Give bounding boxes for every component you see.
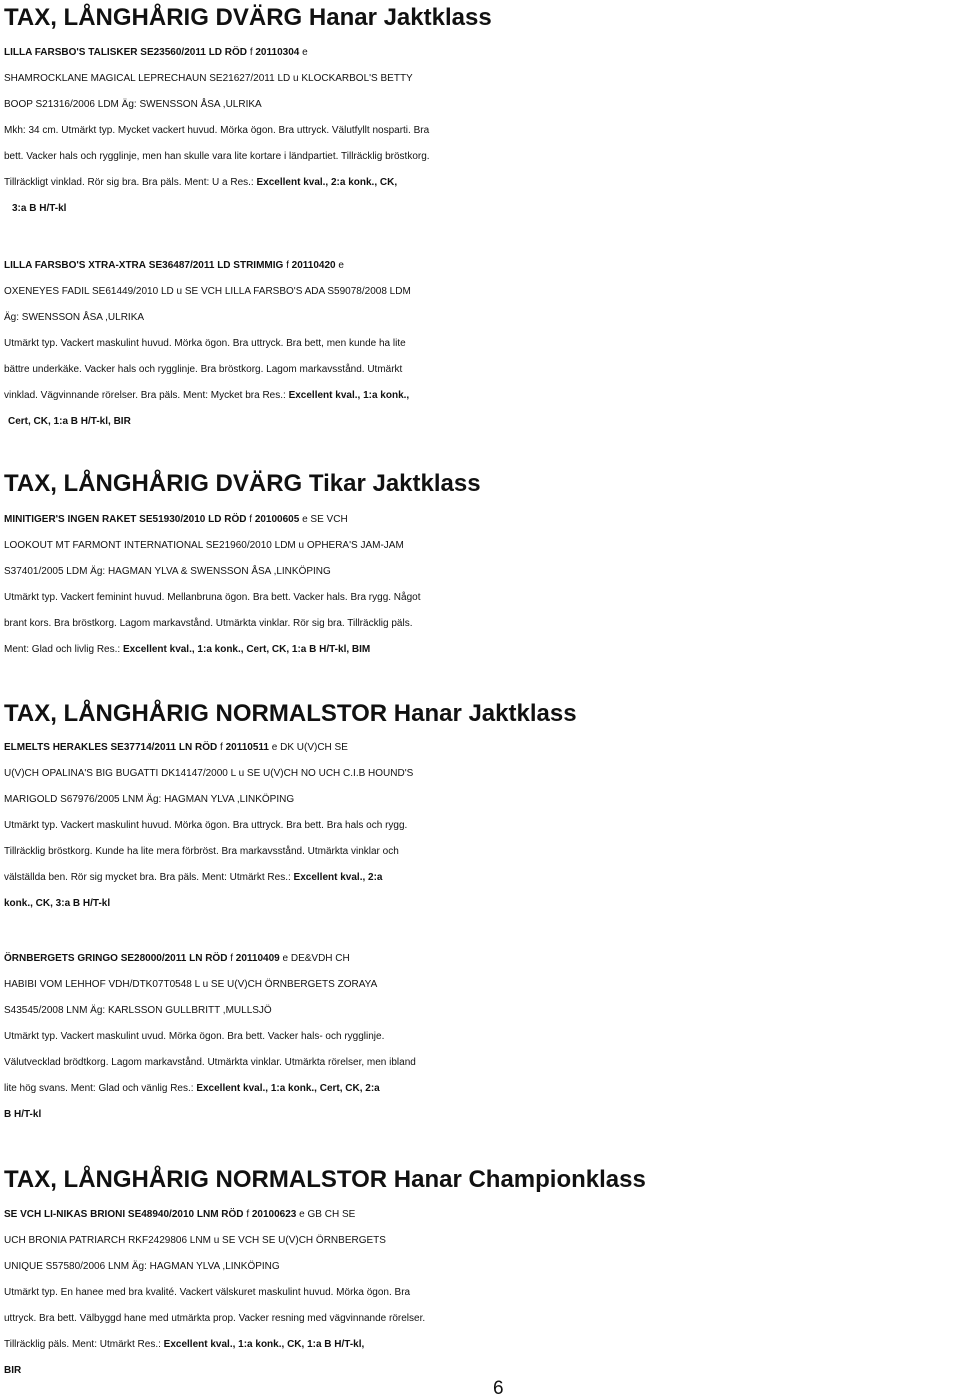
dog-name: ELMELTS HERAKLES [4, 742, 108, 753]
result-line [4, 637, 956, 663]
critique-line: Välutvecklad brödtkorg. Lagom markavstånd. Utmärkta vinklar. Utmärkta rörelser, men ibland [4, 1057, 416, 1068]
pedigree-line: HABIBI VOM LEHHOF VDH/DTK07T0548 L u SE U(V)CH ÖRNBERGETS ZORAYA [4, 979, 378, 990]
award-result: Excellent kval., 1:a konk., Cert, CK, 1:a B H/T-kl, BIM [122, 644, 371, 655]
pedigree-owner-line: UNIQUE S57580/2006 LNM Äg: HAGMAN YLVA ,LINKÖPING [4, 1261, 280, 1272]
pedigree-owner-line: BOOP S21316/2006 LDM Äg: SWENSSON ÅSA ,ULRIKA [4, 99, 262, 110]
award-result: Excellent kval., 1:a konk., CK, 1:a B H/T-kl, [163, 1339, 365, 1350]
award-extra: B H/T-kl [4, 1109, 42, 1120]
page-number: 6 [493, 1378, 504, 1399]
born-prefix: f [246, 1209, 250, 1220]
entry-lilla-farsbos-talisker [4, 40, 956, 222]
sire-prefix: e GB CH SE [299, 1209, 356, 1220]
critique-text: vinklad. Vägvinnande rörelser. Bra päls. Ment: Mycket bra Res.: [4, 390, 289, 401]
class-heading: TAX, LÅNGHÅRIG NORMALSTOR Hanar Championklass [4, 1166, 646, 1193]
born-prefix: f [249, 47, 253, 58]
result-line [4, 865, 956, 891]
dog-name: ÖRNBERGETS GRINGO [4, 953, 118, 964]
pedigree-owner-line: MARIGOLD S67976/2005 LNM Äg: HAGMAN YLVA ,LINKÖPING [4, 794, 295, 805]
award-extra: BIR [4, 1365, 22, 1376]
registration-number: SE36487/2011 [148, 260, 215, 271]
coat-color: LN RÖD [178, 742, 218, 753]
birth-date: 20110304 [255, 47, 300, 58]
born-prefix: f [286, 260, 289, 271]
class-heading: TAX, LÅNGHÅRIG NORMALSTOR Hanar Jaktklass [4, 700, 577, 727]
entry-ornbergets-gringo [4, 946, 956, 1128]
pedigree-owner-line: Äg: SWENSSON ÅSA ,ULRIKA [4, 312, 145, 323]
entry-li-nikas-brioni [4, 1202, 956, 1384]
coat-color: LD STRIMMIG [217, 260, 284, 271]
critique-line: brant kors. Bra bröstkorg. Lagom markavstånd. Utmärkta vinklar. Rör sig bra. Tillräcklig päls. [4, 618, 413, 629]
born-prefix: f [220, 742, 223, 753]
born-prefix: f [230, 953, 233, 964]
pedigree-line: OXENEYES FADIL SE61449/2010 LD u SE VCH LILLA FARSBO'S ADA S59078/2008 LDM [4, 286, 411, 297]
entry-header-line [4, 735, 956, 761]
award-extra: Cert, CK, 1:a B H/T-kl, BIR [8, 416, 131, 427]
birth-date: 20100623 [251, 1209, 297, 1220]
born-prefix: f [249, 514, 253, 525]
entry-header-line [4, 946, 956, 972]
sire-prefix: e SE VCH [302, 514, 348, 525]
registration-number: SE48940/2010 [127, 1209, 195, 1220]
coat-color: LN RÖD [189, 953, 228, 964]
critique-line: Tillräcklig bröstkorg. Kunde ha lite mera förbröst. Bra markavsstånd. Utmärkta vinklar och [4, 846, 399, 857]
birth-date: 20110409 [235, 953, 280, 964]
critique-line: Utmärkt typ. Vackert maskulint huvud. Mörka ögon. Bra uttryck. Bra bett, men kunde ha lite [4, 338, 406, 349]
critique-line: Utmärkt typ. En hanee med bra kvalité. Vackert välskuret maskulint huvud. Mörka ögon. Bra [4, 1287, 411, 1298]
coat-color: LD RÖD [208, 47, 248, 58]
pedigree-line: UCH BRONIA PATRIARCH RKF2429806 LNM u SE VCH SE U(V)CH ÖRNBERGETS [4, 1235, 386, 1246]
dog-name: LILLA FARSBO'S XTRA-XTRA [4, 260, 147, 271]
birth-date: 20110420 [291, 260, 336, 271]
award-result: Excellent kval., 1:a konk., Cert, CK, 2:a [196, 1083, 380, 1094]
class-heading: TAX, LÅNGHÅRIG DVÄRG Hanar Jaktklass [4, 4, 492, 31]
critique-line: bett. Vacker hals och rygglinje, men han skulle vara lite kortare i ländpartiet. Tillräcklig bröstkorg. [4, 151, 430, 162]
award-extra: konk., CK, 3:a B H/T-kl [4, 898, 111, 909]
award-result: Excellent kval., 2:a konk., CK, [256, 177, 398, 188]
critique-line: bättre underkäke. Vacker hals och rygglinje. Bra bröstkorg. Lagom markavsstånd. Utmärkt [4, 364, 403, 375]
entry-header-line [4, 253, 956, 279]
result-line [4, 383, 956, 409]
registration-number: SE51930/2010 [139, 514, 206, 525]
birth-date: 20110511 [225, 742, 269, 753]
sire-prefix: e DK U(V)CH SE [271, 742, 348, 753]
pedigree-line: U(V)CH OPALINA'S BIG BUGATTI DK14147/2000 L u SE U(V)CH NO UCH C.I.B HOUND'S [4, 768, 414, 779]
entry-minitigers-ingen-raket [4, 507, 956, 663]
critique-line: Utmärkt typ. Vackert maskulint huvud. Mörka ögon. Bra uttryck. Bra bett. Bra hals och rygg. [4, 820, 408, 831]
sire-prefix: e [338, 260, 344, 271]
critique-text: Ment: Glad och livlig Res.: [4, 644, 123, 655]
entry-lilla-farsbos-xtra-xtra [4, 253, 956, 435]
entry-elmelts-herakles [4, 735, 956, 917]
pedigree-line: LOOKOUT MT FARMONT INTERNATIONAL SE21960/2010 LDM u OPHERA'S JAM-JAM [4, 540, 404, 551]
dog-name: SE VCH LI-NIKAS BRIONI [4, 1209, 126, 1220]
registration-number: SE23560/2011 [140, 47, 206, 58]
result-line [4, 1332, 956, 1358]
award-result: Excellent kval., 1:a konk., [288, 390, 410, 401]
critique-line: uttryck. Bra bett. Välbyggd hane med utmärkta prop. Vacker resning med vägvinnande rörelser. [4, 1313, 426, 1324]
dog-name: LILLA FARSBO'S TALISKER [4, 47, 138, 58]
birth-date: 20100605 [254, 514, 300, 525]
class-heading: TAX, LÅNGHÅRIG DVÄRG Tikar Jaktklass [4, 470, 481, 497]
pedigree-owner-line: S37401/2005 LDM Äg: HAGMAN YLVA & SWENSSON ÅSA ,LINKÖPING [4, 566, 331, 577]
award-extra: 3:a B H/T-kl [12, 203, 67, 214]
sire-prefix: e DE&VDH CH [282, 953, 350, 964]
pedigree-owner-line: S43545/2008 LNM Äg: KARLSSON GULLBRITT ,MULLSJÖ [4, 1005, 272, 1016]
result-line [4, 170, 956, 196]
registration-number: SE37714/2011 [110, 742, 177, 753]
registration-number: SE28000/2011 [120, 953, 187, 964]
critique-text: lite hög svans. Ment: Glad och vänlig Res.: [4, 1083, 197, 1094]
result-line [4, 1076, 956, 1102]
coat-color: LD RÖD [208, 514, 247, 525]
critique-line: Utmärkt typ. Vackert maskulint uvud. Mörka ögon. Bra bett. Vacker hals- och rygglinje. [4, 1031, 385, 1042]
entry-header-line [4, 1202, 956, 1228]
critique-text: Tillräckligt vinklad. Rör sig bra. Bra päls. Ment: U a Res.: [4, 177, 257, 188]
sire-prefix: e [302, 47, 308, 58]
entry-header-line [4, 40, 956, 66]
critique-line: Utmärkt typ. Vackert feminint huvud. Mellanbruna ögon. Bra bett. Vacker hals. Bra rygg. Något [4, 592, 421, 603]
dog-name: MINITIGER'S INGEN RAKET [4, 514, 137, 525]
pedigree-line: SHAMROCKLANE MAGICAL LEPRECHAUN SE21627/2011 LD u KLOCKARBOL'S BETTY [4, 73, 413, 84]
entry-header-line [4, 507, 956, 533]
critique-text: Tillräcklig päls. Ment: Utmärkt Res.: [4, 1339, 164, 1350]
coat-color: LNM RÖD [196, 1209, 244, 1220]
critique-text: välställda ben. Rör sig mycket bra. Bra päls. Ment: Utmärkt Res.: [4, 872, 294, 883]
critique-line: Mkh: 34 cm. Utmärkt typ. Mycket vackert huvud. Mörka ögon. Bra uttryck. Välutfyllt nosparti. Bra [4, 125, 430, 136]
award-result: Excellent kval., 2:a [293, 872, 383, 883]
